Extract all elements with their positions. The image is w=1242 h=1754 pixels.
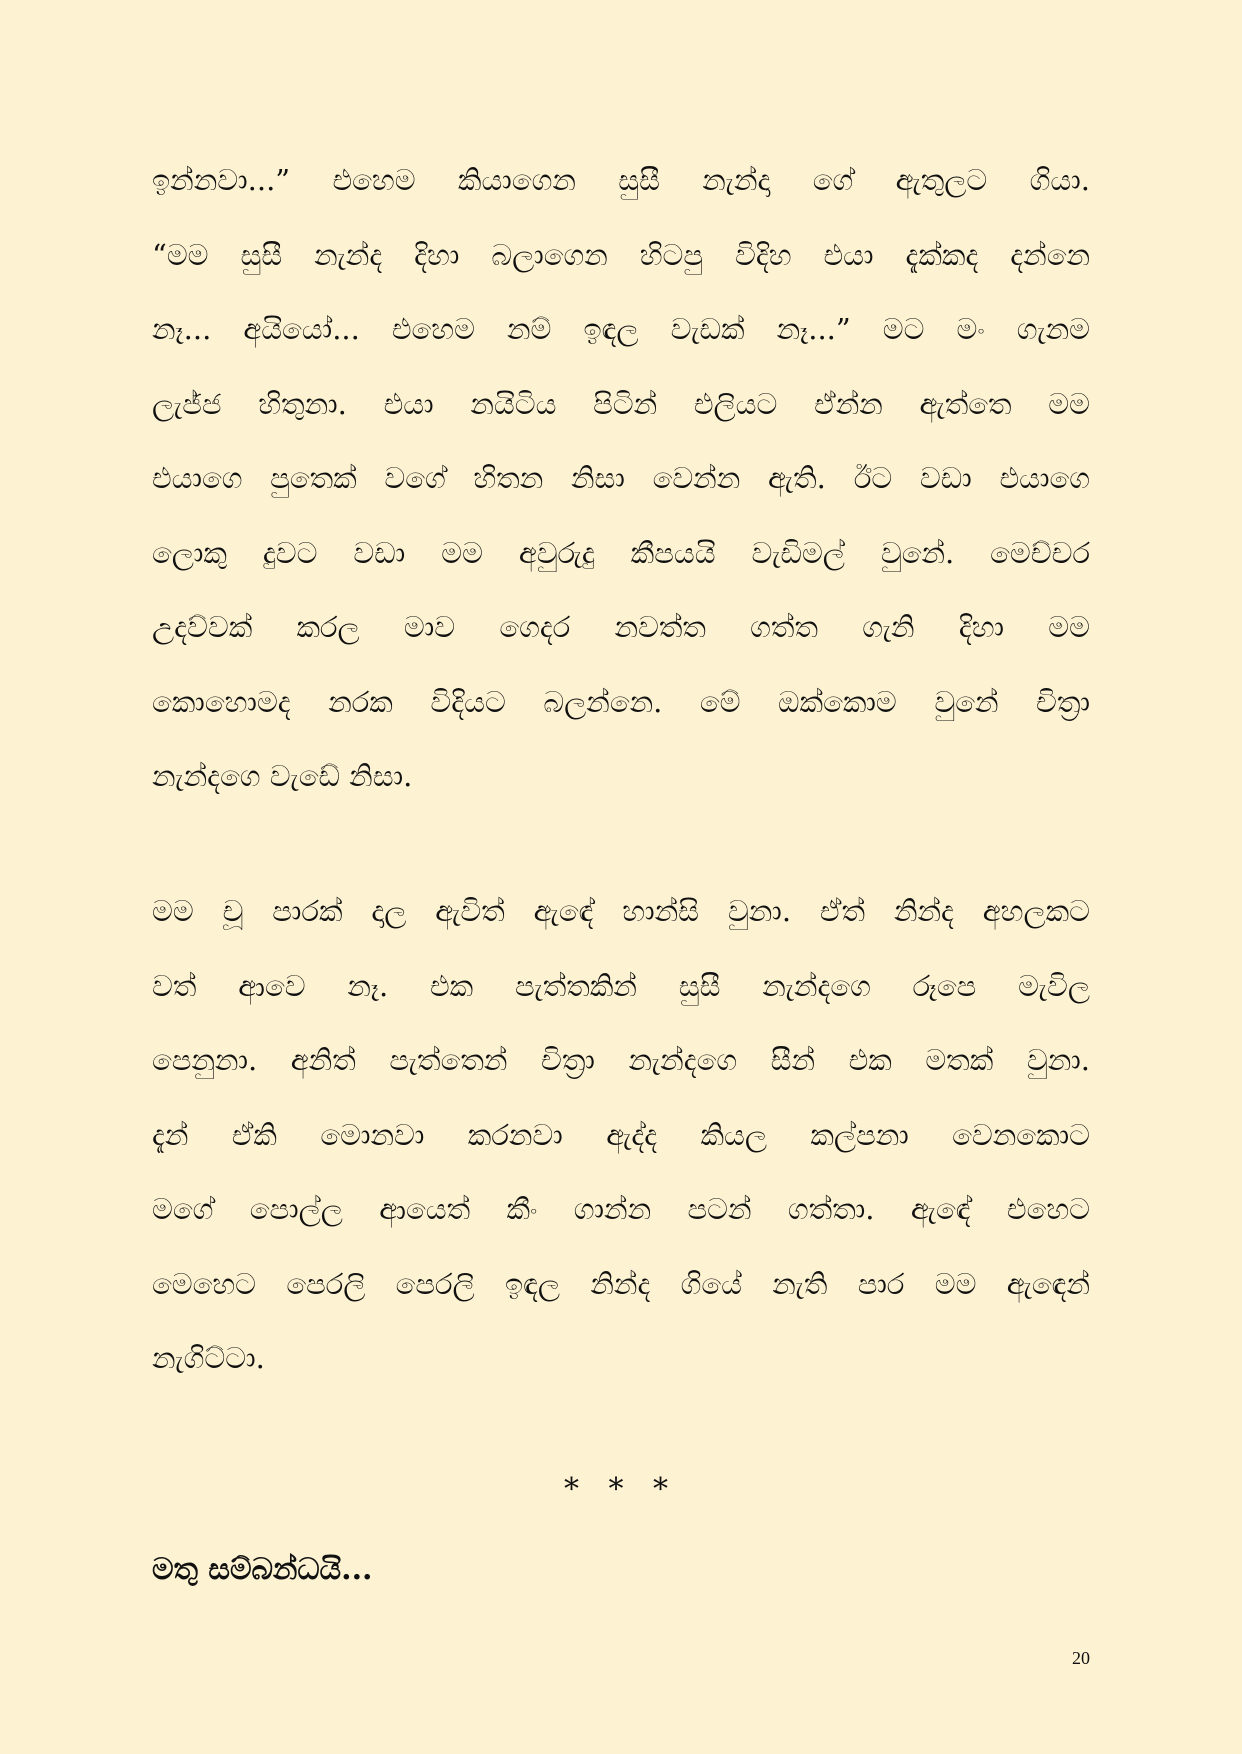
paragraph-line: දැන් ඒකි මොනවා කරනවා ඇද්ද කියල කල්පනා වෙනකොට bbox=[152, 1117, 1090, 1152]
paragraph-line: කොහොමද නරක විදියට බලන්නෙ. මේ ඔක්කොම වුනේ චිත්‍රා bbox=[152, 684, 1090, 719]
paragraph-line: මගේ පොල්ල ආයෙත් කීං ගාන්න පටන් ගත්තා. ඇඳේ එහෙට bbox=[152, 1192, 1090, 1226]
paragraph-line: නැන්දගෙ වැඩේ නිසා. bbox=[152, 759, 413, 793]
paragraph-line: උදව්වක් කරල මාව ගෙදර නවත්ත ගත්ත ගැනි දිහා මම bbox=[152, 610, 1090, 644]
paragraph-1 bbox=[152, 143, 1090, 814]
paragraph-line: ලැජ්ජ හිතුනා. එයා නයිටිය පිටින් එලියට ඒන්න ඇත්තෙ මම bbox=[152, 386, 1090, 421]
section-separator: * * * bbox=[563, 1472, 679, 1507]
paragraph-line: වත් ආවෙ නෑ. එක පැත්තකින් සුසී නැන්දගෙ රූපෙ මැවිල bbox=[152, 968, 1090, 1003]
paragraph-line: ඉන්නවා...” එහෙම කියාගෙන සුසී නැන්දා ගේ ඇතුලට ගියා. bbox=[152, 163, 1090, 197]
page-number: 20 bbox=[1072, 1648, 1090, 1668]
continued-label: මතු සම්බන්ධයි... bbox=[152, 1552, 373, 1587]
paragraph-line: “මම සුසී නැන්ද දිහා බලාගෙන හිටපු විදිහ එයා දැක්කද දන්නෙ bbox=[152, 237, 1090, 272]
paragraph-line: නෑ... අයියෝ... එහෙම නම් ඉඳල වැඩක් නෑ...” මට මං ගැනම bbox=[152, 312, 1090, 346]
paragraph-2 bbox=[152, 874, 1090, 1396]
paragraph-line: මම චූ පාරක් දාල ඇවිත් ඇඳේ හාන්සි වුනා. ඒත් නින්ද අහලකට bbox=[152, 894, 1090, 928]
paragraph-line: මෙහෙට පෙරලි පෙරලි ඉඳල නින්ද ගියේ නැති පාර මම ඇඳෙන් bbox=[152, 1266, 1090, 1301]
paragraph-line: එයාගෙ පුතෙක් වගේ හිතන නිසා වෙන්න ඇති. ඊට වඩා එයාගෙ bbox=[152, 461, 1090, 495]
paragraph-line: ලොකු දුවට වඩා මම අවුරුදු කීපයයි වැඩිමල් වුනේ. මෙච්චර bbox=[152, 535, 1090, 570]
paragraph-line: පෙනුනා. අනිත් පැත්තෙන් චිත්‍රා නැන්දගෙ සීන් එක මතක් වුනා. bbox=[152, 1043, 1090, 1077]
paragraph-line: නැගිට්ටා. bbox=[152, 1341, 265, 1375]
